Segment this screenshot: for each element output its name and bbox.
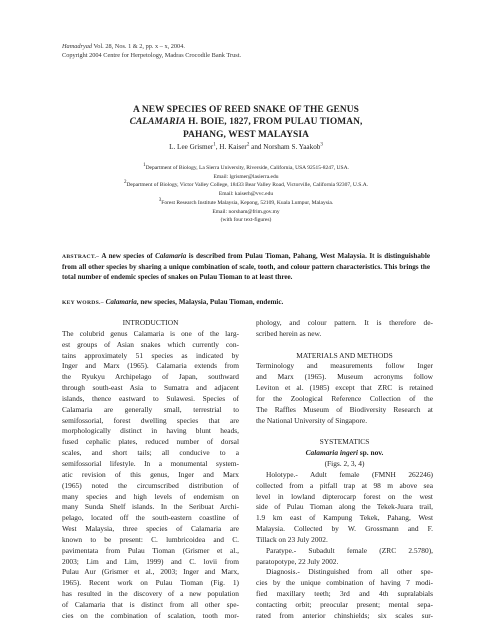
methods-heading: MATERIALS AND METHODS bbox=[296, 350, 393, 360]
holotype-text bbox=[256, 470, 433, 546]
diagnosis-text bbox=[256, 567, 433, 621]
text-line: scales, and short tails; all conducive to a bbox=[62, 448, 239, 458]
author-list: L. Lee Grismer$^1$, H. Kaiser$^2$ and Norsham S. Yaakob$^3$ bbox=[169, 142, 323, 151]
abstract-label: ABSTRACT.– bbox=[62, 254, 100, 260]
text-line: cies on the combination of scalation, tooth mor- bbox=[62, 610, 239, 620]
text-line: and Marx (1965). Museum acronyms follow bbox=[256, 372, 433, 382]
text-line: the Ryukyu Archipelago of Japan, southward bbox=[62, 372, 239, 382]
copyright-line: Copyright 2004 Centre for Herpetology, Madras Crocodile Bank Trust. bbox=[62, 51, 242, 59]
text-line: islands, thence eastward to Sulawesi. Species of bbox=[62, 393, 239, 403]
affiliation-3: $^3$Forest Research Institute Malaysia, Kepong, 52109, Kuala Lumpur, Malaysia. bbox=[158, 197, 334, 206]
affiliation-1: $^1$Department of Biology, La Sierra University, Riverside, California, USA 92515-8247, USA. bbox=[143, 163, 349, 171]
text-line: semifossorial, forest dwelling species that are bbox=[62, 415, 239, 425]
text-line: phology, and colour pattern. It is therefore de- bbox=[256, 318, 433, 327]
text-line: Leviton et al. (1985) except that ZRC is retained bbox=[256, 383, 433, 393]
text-line: The colubrid genus Calamaria is one of the larg- bbox=[62, 328, 239, 338]
text-line: contacting orbit; preocular present; mental sepa- bbox=[256, 599, 433, 609]
text-line: through south-east Asia to Sumatra and adjacent bbox=[62, 383, 239, 393]
text-line: Inger and Marx (1965). Calamaria extends from bbox=[62, 361, 239, 371]
left-column bbox=[62, 318, 239, 622]
title-line-1: A NEW SPECIES OF REED SNAKE OF THE GENUS bbox=[133, 105, 359, 115]
text-line: scribed herein as new. bbox=[256, 328, 322, 338]
affiliation-3-email: Email: norsham@frim.gov.my bbox=[212, 208, 280, 215]
text-line: atic revision of this genus, Inger and Marx bbox=[62, 469, 239, 479]
title-line-2: CALAMARIA H. BOIE, 1827, FROM PULAU TIOMAN, bbox=[129, 117, 363, 128]
affiliation-2: $^2$Department of Biology, Victor Valley College, 18433 Bear Valley Road, Victorville, California 92307, U.S.A. bbox=[123, 180, 369, 189]
text-line: rated from anterior chinshields; six scales sur- bbox=[256, 610, 433, 620]
journal-citation: Hamadryad Vol. 28, Nos. 1 & 2, pp. x – x, 2004. bbox=[62, 43, 185, 50]
text-line: tains approximately 51 species as indicated by bbox=[62, 350, 239, 360]
text-line: 2003; Lim and Lim, 1999) and C. lovii from bbox=[62, 556, 239, 566]
abstract: ABSTRACT.– A new species of Calamaria is described from Pulau Tioman, Pahang, West Malaysia. It is distinguishable from all other species by sharing a unique combination of scale, tooth, and colour pattern characteristics. This brings the total number of endemic species of snakes on Pulau Tioman to at least three. bbox=[62, 252, 430, 282]
figure-note: (with four text-figures) bbox=[220, 217, 272, 224]
systematics-heading: SYSTEMATICS bbox=[319, 437, 370, 447]
right-column bbox=[256, 318, 433, 622]
text-line: 1965). Recent work on Pulau Tioman (Fig. 1) bbox=[62, 578, 239, 588]
text-line: 1.9 km east of Kampung Tekek, Pahang, West bbox=[256, 513, 433, 523]
keywords: KEY WORDS.– Calamaria, new species, Malaysia, Pulau Tioman, endemic. bbox=[62, 298, 284, 306]
text-line: fied maxillary teeth; 3rd and 4th supralabials bbox=[256, 589, 433, 599]
text-line: semifossorial lifestyle. In a monumental system- bbox=[62, 458, 239, 468]
text-line: Holotype.- Adult female (FMNH 262246) bbox=[266, 469, 433, 479]
methods-text bbox=[256, 361, 433, 426]
text-line: of Calamaria that is distinct from all other spe- bbox=[62, 599, 239, 609]
text-line: Calamaria are generally small, terrestrial to bbox=[62, 404, 239, 414]
text-line: est groups of Asian snakes which currently con- bbox=[62, 339, 239, 349]
paper-title bbox=[60, 104, 432, 141]
text-line: for the Zoological Reference Collection of the bbox=[256, 393, 433, 403]
text-line: cies by the unique combination of having 7 modi- bbox=[256, 578, 433, 588]
text-line: paratopotype, 22 July 2002. bbox=[256, 556, 339, 566]
introduction-heading: INTRODUCTION bbox=[122, 318, 179, 327]
affiliations bbox=[60, 164, 432, 225]
paratype-text bbox=[256, 546, 433, 568]
keywords-label: KEY WORDS.– bbox=[62, 300, 104, 306]
text-line: Malaysia. Collected by W. Grossmann and F. bbox=[256, 524, 433, 534]
figure-reference: (Figs. 2, 3, 4) bbox=[324, 458, 365, 468]
text-line: pavimentata from Pulau Tioman (Grismer et al., bbox=[62, 545, 239, 555]
text-line: Tillack on 23 July 2002. bbox=[256, 534, 328, 544]
introduction-continued bbox=[256, 318, 433, 340]
text-line: has resulted in the discovery of a new population bbox=[62, 589, 239, 599]
text-line: West Malaysia, three species of Calamaria are bbox=[62, 524, 239, 534]
text-line: Paratype.- Subadult female (ZRC 2.5780), bbox=[266, 545, 433, 555]
species-heading: Calamaria ingeri sp. nov. bbox=[305, 448, 384, 458]
text-line: collected from a pitfall trap at 98 m above sea bbox=[256, 480, 433, 490]
text-line: level in lowland dipterocarp forest on the west bbox=[256, 491, 433, 501]
text-line: known to be present: C. lumbricoidea and C. bbox=[62, 534, 239, 544]
text-line: pelago, located off the south-eastern coastline of bbox=[62, 513, 239, 523]
text-line: Diagnosis.- Distinguished from all other spe- bbox=[266, 567, 433, 577]
text-line: Terminology and measurements follow Inger bbox=[256, 361, 433, 371]
journal-header bbox=[62, 43, 241, 60]
text-line: the National University of Singapore. bbox=[256, 415, 368, 425]
text-line: side of Pulau Tioman along the Tekek-Juara trail, bbox=[256, 502, 433, 512]
text-line: many Sunda Shelf islands. In the Seribuat Archi- bbox=[62, 502, 239, 512]
text-line: (1965) noted the circumscribed distribution of bbox=[62, 480, 239, 490]
affiliation-1-email: Email: lgrismer@lasierra.edu bbox=[213, 173, 279, 180]
text-line: morphologically distinct in having blunt heads, bbox=[62, 426, 239, 436]
text-line: many species and high levels of endemism on bbox=[62, 491, 239, 501]
text-line: fused cephalic plates, reduced number of dorsal bbox=[62, 437, 239, 447]
title-line-3: PAHANG, WEST MALAYSIA bbox=[183, 129, 309, 140]
affiliation-2-email: Email: kaiserh@vvc.edu bbox=[218, 191, 274, 198]
text-line: The Raffles Museum of Biodiversity Research at bbox=[256, 404, 433, 414]
introduction-text bbox=[62, 329, 239, 622]
text-line: Pulau Aur (Grismer et al., 2003; Inger and Marx, bbox=[62, 567, 239, 577]
